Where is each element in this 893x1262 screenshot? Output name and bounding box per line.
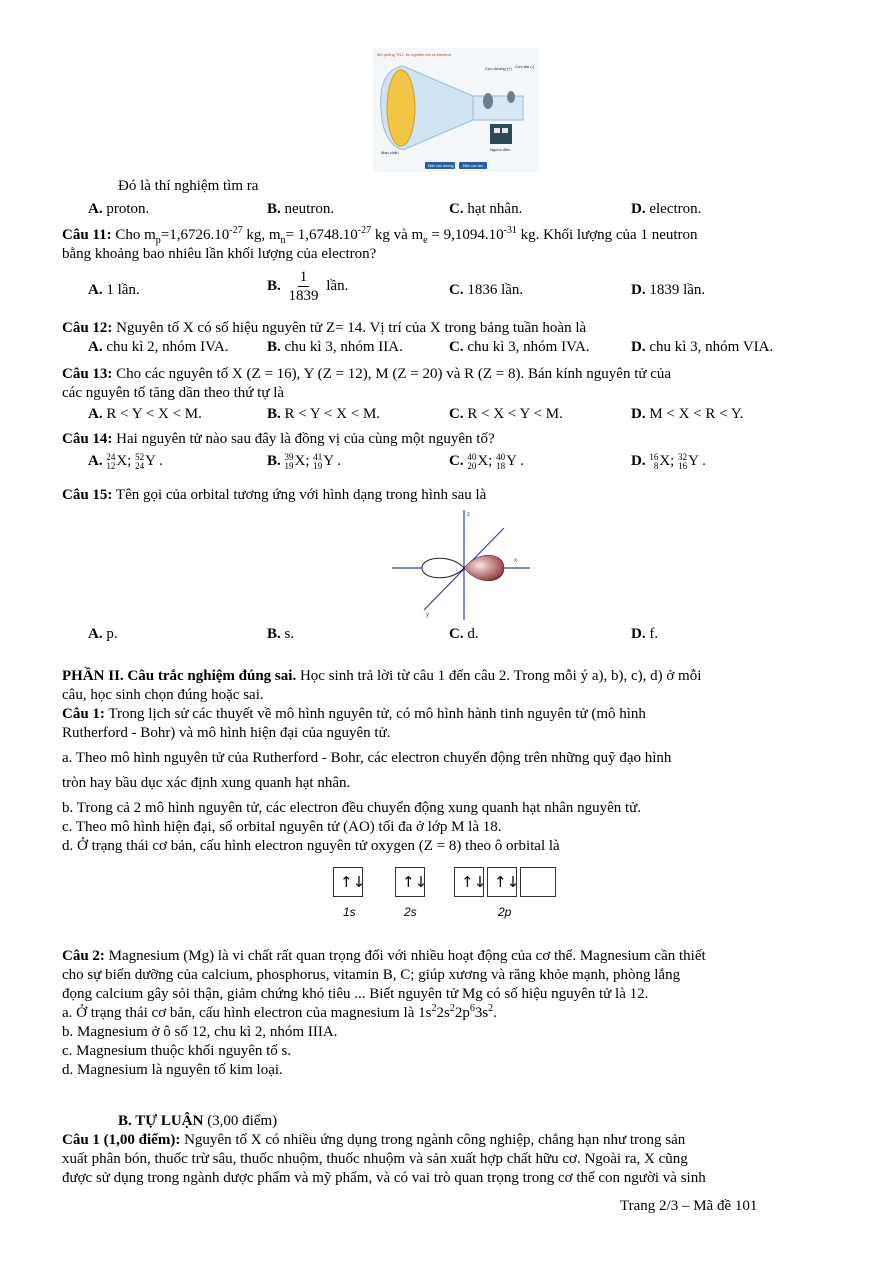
part2-heading: PHẦN II. Câu trắc nghiệm đúng sai. Học sinh trả lời từ câu 1 đến câu 2. Trong mỗi ý a), b), c), d) ở mỗi <box>62 668 702 684</box>
q15-option-a: A. p. <box>88 626 118 642</box>
orbital-label-2p: 2p <box>498 905 512 919</box>
axis-x-label: x <box>514 558 517 564</box>
q14-option-a: A. 24 12 X; 52 24 Y . <box>88 451 163 471</box>
part2-c2-c: c. Magnesium thuộc khối nguyên tố s. <box>62 1043 292 1059</box>
part2-c1-c: c. Theo mô hình hiện đại, số orbital nguyên tử (AO) tối đa ở lớp M là 18. <box>62 819 502 835</box>
q10-option-d: D. electron. <box>631 201 702 217</box>
q10-option-c: C. hạt nhân. <box>449 201 523 217</box>
part-b-heading: B. TỰ LUẬN (3,00 điểm) <box>118 1113 278 1129</box>
q11-stem-2: bằng khoảng bao nhiêu lần khối lượng của electron? <box>62 246 377 262</box>
part2-c2-stem-2: cho sự biến dưỡng của calcium, phosphorus, vitamin B, C; giúp xương và răng khỏe mạnh, phòng lắng <box>62 967 681 983</box>
part2-c1-d: d. Ở trạng thái cơ bản, cấu hình electron nguyên tử oxygen (Z = 8) theo ô orbital là <box>62 838 560 854</box>
q12-option-c: C. chu kì 3, nhóm IVA. <box>449 339 590 355</box>
q15-option-b: B. s. <box>267 626 295 642</box>
q15-option-c: C. d. <box>449 626 479 642</box>
screen-label: Màn chắn <box>381 150 399 155</box>
q14-option-c: C. 40 20 X; 40 18 Y . <box>449 451 524 471</box>
part2-c2-stem-3: đọng calcium gây sỏi thận, giảm chứng khó tiêu ... Biết nguyên tử Mg có số hiệu nguyên tử là 12. <box>62 986 649 1002</box>
fraction: $\frac{1}{1839}$ <box>288 269 319 304</box>
part-b-c1-stem: Câu 1 (1,00 điểm): Nguyên tố X có nhiều ứng dụng trong ngành công nghiệp, chẳng hạn như trong sản <box>62 1132 686 1148</box>
q11-option-d: D. 1839 lần. <box>631 282 706 298</box>
q11-stem: Câu 11: Cho $m_p=1,6726.10^{-27}$ kg, $m_n= 1,6748.10^{-27}$ kg và $m_e = 9,1094.10^{-31}$ kg. Khối lượng của 1 neutron <box>62 225 698 246</box>
q13-option-b: B. R < Y < X < M. <box>267 406 381 422</box>
cathode-ray-tube-figure <box>373 48 539 172</box>
part2-c1-a-2: tròn hay bầu dục xác định xung quanh hạt nhân. <box>62 775 351 791</box>
part2-c2-d: d. Magnesium là nguyên tố kim loại. <box>62 1062 283 1078</box>
part2-c1-stem-2: Rutherford - Bohr) và mô hình hiện đại của nguyên tử. <box>62 725 391 741</box>
q15-stem: Câu 15: Tên gọi của orbital tương ứng với hình dạng trong hình sau là <box>62 487 487 503</box>
q11-option-b: B. $\frac{1}{1839}$ lần. <box>267 269 349 304</box>
q14-stem: Câu 14: Hai nguyên tử nào sau đây là đồng vị của cùng một nguyên tố? <box>62 431 495 447</box>
q11-option-a: A. 1 lần. <box>88 282 140 298</box>
figure-header: Mô phỏng TN1: thí nghiệm tìm ra electron <box>377 52 451 57</box>
q13-option-c: C. R < X < Y < M. <box>449 406 563 422</box>
q13-stem-2: các nguyên tố tăng dần theo thứ tự là <box>62 385 285 401</box>
orbital-label-2s: 2s <box>404 905 417 919</box>
positive-electrode-button-label: Điện cực dương <box>428 164 454 168</box>
q12-option-b: B. chu kì 3, nhóm IIA. <box>267 339 403 355</box>
q12-option-d: D. chu kì 3, nhóm VIA. <box>631 339 774 355</box>
q12-stem: Câu 12: Nguyên tố X có số hiệu nguyên tử Z= 14. Vị trí của X trong bảng tuần hoàn là <box>62 320 587 336</box>
q14-option-b: B. 39 19 X; 41 19 Y . <box>267 451 342 471</box>
part-b-c1-stem-2: xuất phân bón, thuốc trừ sâu, thuốc nhuộm, thuốc nhuộm và sản xuất hợp chất hữu cơ. Ngoài ra, X cũng <box>62 1151 688 1167</box>
part2-c2-stem: Câu 2: Magnesium (Mg) là vi chất rất quan trọng đối với nhiều hoạt động của cơ thể. Magnesium cần thiết <box>62 948 706 964</box>
part2-heading-2: câu, học sinh chọn đúng hoặc sai. <box>62 687 264 703</box>
power-label: Nguồn điện <box>490 147 511 152</box>
anode-label: Cực dương (+) <box>485 66 512 71</box>
orbital-box-diagram <box>333 867 573 917</box>
q15-option-d: D. f. <box>631 626 659 642</box>
orbital-box-2p-1: ↑↓ <box>454 867 484 897</box>
part2-c1-b: b. Trong cả 2 mô hình nguyên tử, các electron đều chuyển động xung quanh hạt nhân nguyên tử. <box>62 800 642 816</box>
negative-electrode-button-label: Điện cực âm <box>463 164 483 168</box>
orbital-box-1s: ↑↓ <box>333 867 363 897</box>
q10-option-b: B. neutron. <box>267 201 335 217</box>
q13-option-a: A. R < Y < X < M. <box>88 406 202 422</box>
q13-stem: Câu 13: Cho các nguyên tố X (Z = 16), Y (Z = 12), M (Z = 20) và R (Z = 8). Bán kính nguyên tử của <box>62 366 672 382</box>
orbital-box-2p-3 <box>520 867 556 897</box>
q10-stem: Đó là thí nghiệm tìm ra <box>118 178 259 194</box>
p-orbital-figure <box>392 506 532 622</box>
q14-option-d: D. 16 8 X; 32 16 Y . <box>631 451 706 471</box>
axis-z-label: z <box>467 512 470 518</box>
axis-y-label: y <box>426 612 429 618</box>
part2-c2-b: b. Magnesium ở ô số 12, chu kì 2, nhóm IIIA. <box>62 1024 338 1040</box>
orbital-box-2s: ↑↓ <box>395 867 425 897</box>
part2-c1-stem: Câu 1: Trong lịch sử các thuyết về mô hình nguyên tử, có mô hình hành tinh nguyên tử (mô hình <box>62 706 646 722</box>
part2-c1-a: a. Theo mô hình nguyên tử của Rutherford - Bohr, các electron chuyển động trên những quỹ đạo hình <box>62 750 672 766</box>
orbital-label-1s: 1s <box>343 905 356 919</box>
page-footer: Trang 2/3 – Mã đề 101 <box>620 1198 758 1214</box>
q13-option-d: D. M < X < R < Y. <box>631 406 744 422</box>
q10-option-a: A. proton. <box>88 201 150 217</box>
cathode-label: Cực âm (-) <box>515 64 535 69</box>
q12-option-a: A. chu kì 2, nhóm IVA. <box>88 339 229 355</box>
part2-c2-a: a. Ở trạng thái cơ bản, cấu hình electron của magnesium là $1s^22s^22p^63s^2$. <box>62 1003 497 1021</box>
q11-option-c: C. 1836 lần. <box>449 282 524 298</box>
orbital-box-2p-2: ↑↓ <box>487 867 517 897</box>
part-b-c1-stem-3: được sử dụng trong ngành dược phẩm và mỹ phẩm, và có vai trò quan trọng trong cơ thể con người và sinh <box>62 1170 706 1186</box>
